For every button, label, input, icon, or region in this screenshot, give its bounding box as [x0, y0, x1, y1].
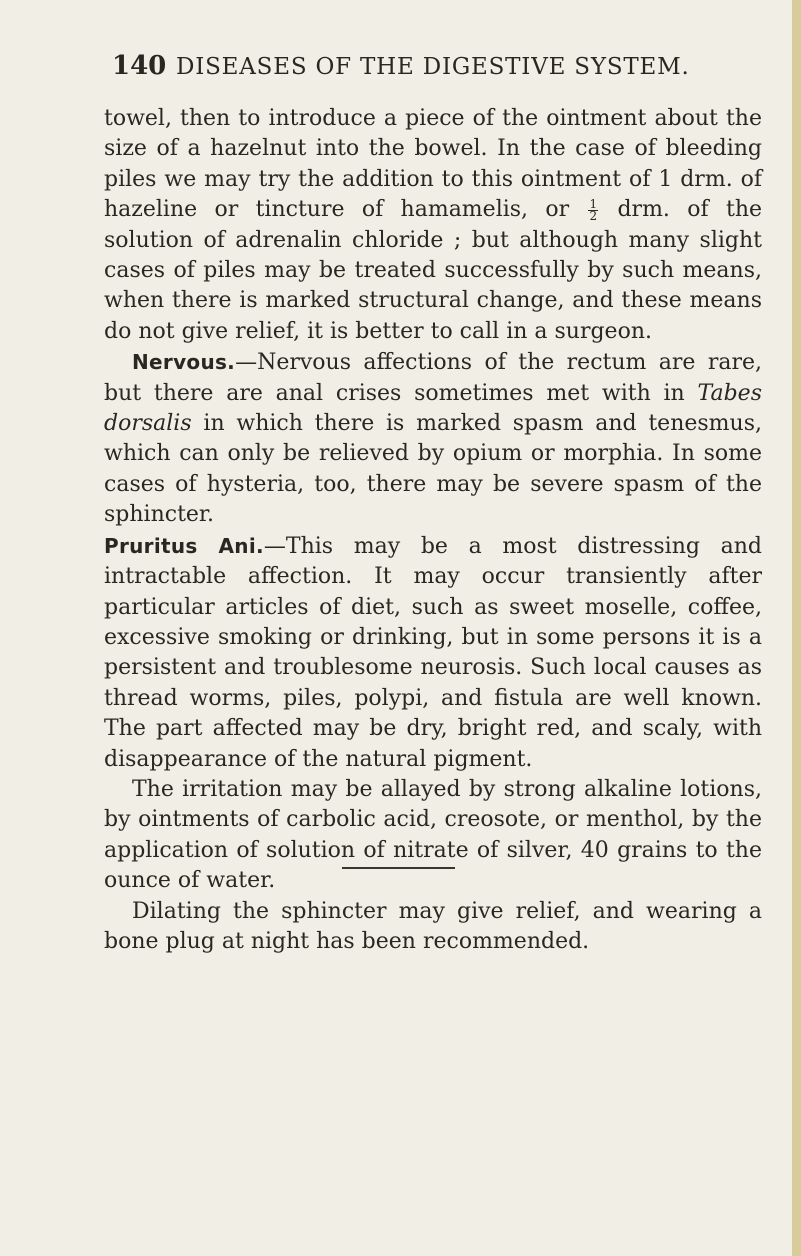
paragraph-text: towel, then to introduce a piece of the ointment about the size of a hazelnut into the bowel. In the case of bleeding piles we may try the addition to this ointment of 1 drm. of hazeline or tincture of hamamelis, or: [104, 106, 762, 223]
running-title: DISEASES OF THE DIGESTIVE SYSTEM.: [176, 54, 690, 80]
paragraph-text: drm. of the solution of adrenalin chloride ; but although many slight cases of piles may be treated successfully by such means, when there is marked structural change, and these means do not give relief, it is better to call in a surgeon.: [104, 197, 763, 344]
fraction-denominator: 2: [589, 208, 598, 223]
paragraph-text: The irritation may be allayed by strong alkaline lotions, by ointments of carbolic acid, creosote, or menthol, by the application of solution of nitrate of silver, 40 grains to the ounce of water.: [104, 776, 762, 894]
section-heading-nervous: Nervous.: [132, 350, 236, 375]
paragraph-text: —This may be a most distressing and intractable affection. It may occur transiently after particular articles of diet, such as sweet moselle, coffee, excessive smoking or drinking, but in some persons it is a persistent and troublesome neurosis. Such local causes as thread worms, piles, polypi, and fistula are well known. The part affected may be dry, bright red, and scaly, with disappearance of the natural pigment.: [104, 533, 763, 772]
section-end-rule: [342, 867, 455, 869]
paragraph-dilating: [104, 897, 762, 958]
paragraph-pruritus: [104, 531, 762, 775]
paragraph-text: —Nervous affections of the rectum are rare, but there are anal crises sometimes met with in: [104, 350, 762, 406]
running-header: [112, 51, 690, 82]
fraction-numerator: 1: [589, 196, 598, 211]
body-text: [104, 104, 762, 957]
fraction-half: [588, 196, 598, 223]
paragraph-irritation: [104, 775, 762, 897]
paragraph-text: Dilating the sphincter may give relief, and wearing a bone plug at night has been recommended.: [104, 898, 762, 954]
paragraph-nervous: [104, 347, 762, 530]
page-number: 140: [112, 51, 167, 81]
section-heading-pruritus-ani: Pruritus Ani.: [104, 533, 264, 558]
page-edge: [792, 0, 801, 1256]
italic-term: Tabes dorsalis: [104, 380, 762, 437]
paragraph-text: in which there is marked spasm and tenesmus, which can only be relieved by opium or morphia. In some cases of hysteria, too, there may be severe spasm of the sphincter.: [104, 411, 762, 528]
paragraph-ointment: [104, 104, 762, 347]
